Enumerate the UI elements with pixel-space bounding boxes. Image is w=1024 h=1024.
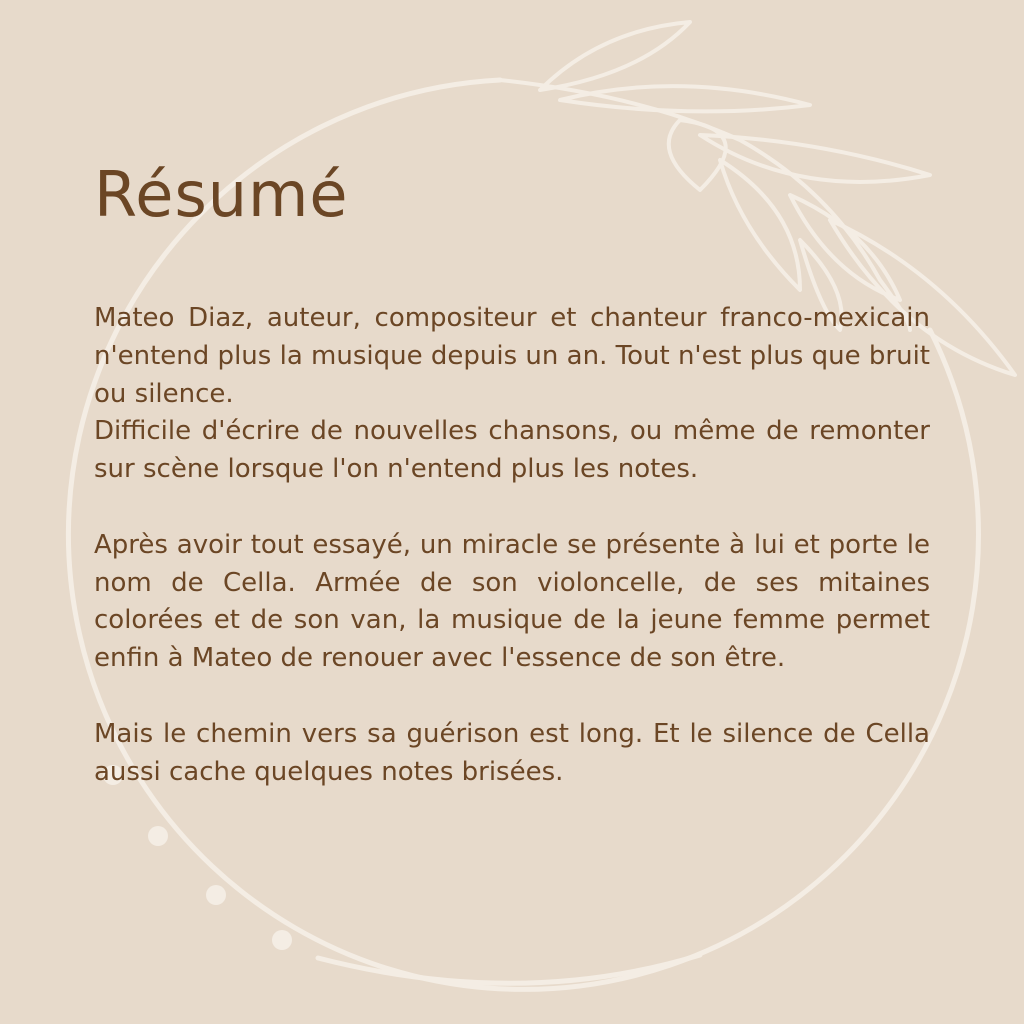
paragraph-spacer <box>94 489 930 527</box>
paragraph-spacer <box>94 678 930 716</box>
summary-text <box>94 300 930 791</box>
paragraph: Mateo Diaz, auteur, compositeur et chanteur franco-mexicain n'entend plus la musique depuis un an. Tout n'est plus que bruit ou silence. <box>94 303 930 409</box>
circle-ring-bottom <box>318 955 700 983</box>
page-title: Résumé <box>94 158 349 231</box>
dot-icon <box>148 826 168 846</box>
paragraph: Difficile d'écrire de nouvelles chansons, ou même de remonter sur scène lorsque l'on n'entend plus les notes. <box>94 416 930 485</box>
paragraph: Mais le chemin vers sa guérison est long. Et le silence de Cella aussi cache quelques notes brisées. <box>94 718 930 787</box>
dot-icon <box>206 885 226 905</box>
dot-icon <box>272 930 292 950</box>
paragraph: Après avoir tout essayé, un miracle se présente à lui et porte le nom de Cella. Armée de son violoncelle, de ses mitaines colorées et de son van, la musique de la jeune femme permet enfin à Mateo de renouer avec l'essence de son être. <box>94 529 930 674</box>
